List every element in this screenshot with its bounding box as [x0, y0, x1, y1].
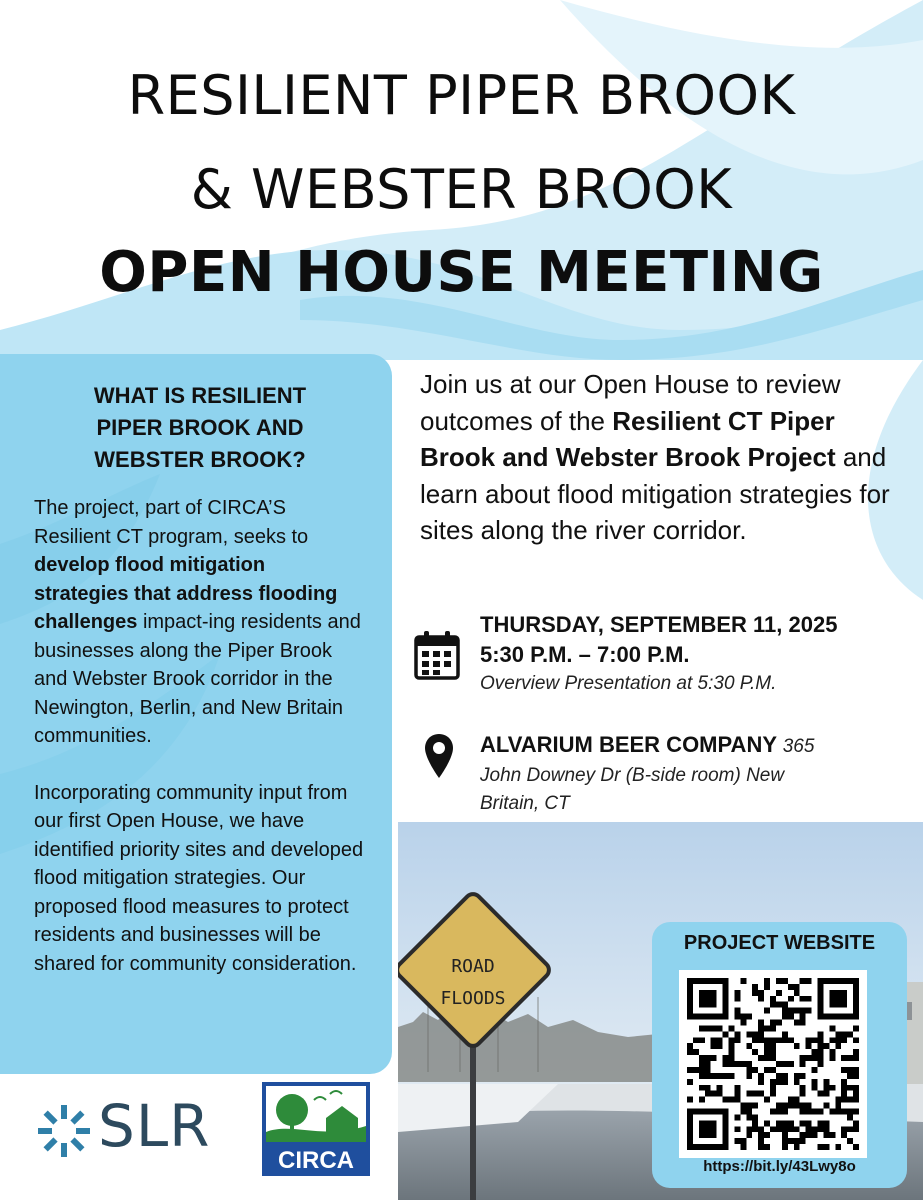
intro-text-bold: Resilient CT Piper Brook and Webster Brook Project: [420, 405, 836, 472]
circa-logo: [262, 1082, 370, 1176]
info-paragraph-2: Incorporating community input from our first Open House, we have identified priority sites and developed flood mitigation strategies. Our proposed flood measures to protect residents and businesses will be shared for community consideration.: [34, 781, 364, 975]
qr-finder-center: [829, 990, 847, 1008]
info-paragraph-1: [34, 494, 364, 751]
venue-line-1: [480, 730, 910, 762]
intro-text: [420, 366, 890, 549]
sign-line-2: FLOODS: [440, 988, 506, 1009]
sign-line-1: ROAD: [451, 956, 495, 977]
qr-code[interactable]: [679, 970, 867, 1158]
event-venue: [480, 730, 910, 818]
info-paragraph-1-text-b: impact-ing residents and businesses along the Piper Brook and Webster Brook corridor in the Newington, Berlin, and New Britain communities.: [34, 611, 361, 747]
venue-address-line-2: Britain, CT: [480, 793, 570, 814]
venue-name: ALVARIUM BEER COMPANY: [480, 732, 777, 757]
event-time: 5:30 P.M. – 7:00 P.M.: [480, 642, 690, 667]
event-note: Overview Presentation at 5:30 P.M.: [480, 673, 777, 694]
qr-url-link[interactable]: https://bit.ly/43Lwy8o: [703, 1158, 856, 1175]
title-line-3: OPEN HOUSE MEETING: [99, 240, 824, 305]
venue-address-line-1: John Downey Dr (B-side room) New: [480, 765, 785, 786]
intro-text-b: and learn about flood mitigation strategies for sites along the river corridor.: [420, 442, 890, 545]
qr-title: PROJECT WEBSITE: [683, 932, 876, 954]
title-line-2: & WEBSTER BROOK: [190, 158, 733, 221]
info-heading-line-2: PIPER BROOK AND: [96, 415, 304, 440]
info-heading-line-3: WEBSTER BROOK?: [94, 447, 306, 472]
circa-logo-text: CIRCA: [278, 1147, 354, 1174]
qr-card: [652, 922, 907, 1188]
info-heading-line-1: WHAT IS RESILIENT: [93, 383, 307, 408]
intro-text-a: Join us at our Open House to review outcomes of the: [420, 369, 841, 436]
info-heading: [40, 380, 360, 476]
qr-finder-center: [699, 1120, 717, 1138]
info-paragraph-1-text-a: The project, part of CIRCA’S Resilient CT program, seeks to: [34, 497, 309, 548]
event-datetime: [480, 610, 837, 698]
title-line-1: RESILIENT PIPER BROOK: [127, 64, 796, 127]
event-date: THURSDAY, SEPTEMBER 11, 2025: [480, 612, 838, 637]
slr-logo-text: SLR: [98, 1092, 211, 1160]
venue-number: 365: [782, 736, 815, 757]
qr-finder-center: [699, 990, 717, 1008]
calendar-icon: [414, 630, 460, 680]
info-body: [34, 494, 364, 978]
info-paragraph-1-bold: develop flood mitigation strategies that address flooding challenges: [34, 554, 338, 633]
map-pin-icon: [424, 733, 454, 779]
qr-code-graphic: [687, 978, 859, 1150]
